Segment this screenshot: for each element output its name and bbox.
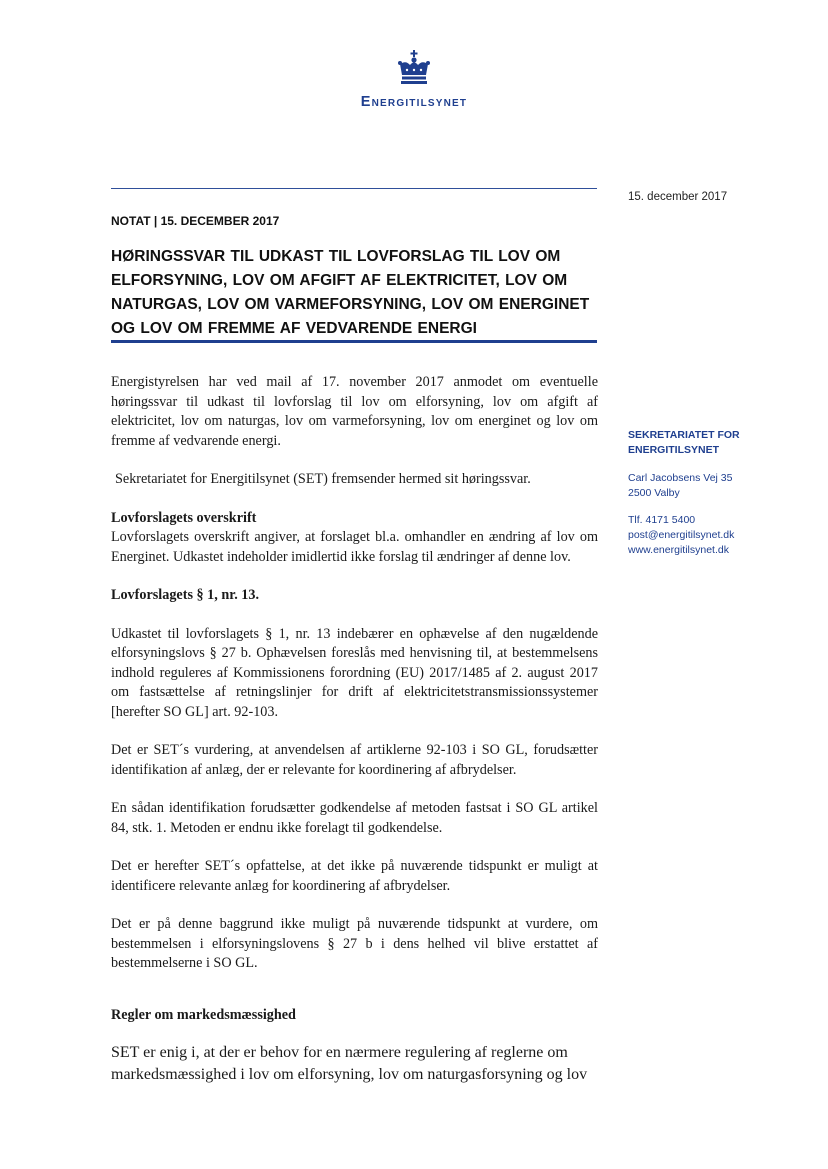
paragraph-overskrift: Lovforslagets overskrift angiver, at forslaget bl.a. omhandler en ændring af lov om Energinet. Udkastet indeholder imidlertid ikke forslag til ændringer af denne lov. (111, 529, 598, 565)
notat-label: NOTAT | 15. DECEMBER 2017 (111, 214, 280, 228)
document-title: HØRINGSSVAR TIL UDKAST TIL LOVFORSLAG TIL LOV OM ELFORSYNING, LOV OM AFGIFT AF ELEKTRICITET, LOV OM NATURGAS, LOV OM VARMEFORSYNING, LOV OM ENERGINET OG LOV OM FREMME AF VEDVARENDE ENERGI (111, 248, 590, 337)
logo (0, 50, 828, 110)
sender-contact (628, 513, 808, 558)
sender-org-line1: SEKRETARIATET FOR (628, 429, 740, 441)
brand-name: Energitilsynet (360, 94, 468, 110)
paragraph-baggrund: Det er på denne baggrund ikke muligt på nuværende tidspunkt at vurdere, om bestemmelsen i elforsyningslovens § 27 b i dens helhed vil blive erstattet af bestemmelserne i SO GL. (111, 916, 598, 971)
document-body (111, 373, 598, 1086)
crown-icon (397, 50, 431, 86)
paragraph-intro: Energistyrelsen har ved mail af 17. november 2017 anmodet om eventuelle høringssvar til udkast til lovforslag til lov om elforsyning, lov om afgift af elektricitet, lov om naturgas, lov om varmeforsyning, lov om energinet og lov om fremme af vedvarende energi. (111, 374, 598, 449)
sender-address (628, 471, 808, 501)
paragraph-identifikation: En sådan identifikation forudsætter godkendelse af metoden fastsat i SO GL artikel 84, stk. 1. Metoden er endnu ikke forelagt til godkendelse. (111, 800, 598, 836)
website-link[interactable]: www.energitilsynet.dk (628, 544, 729, 556)
document-date: 15. december 2017 (628, 191, 728, 203)
address-street: Carl Jacobsens Vej 35 (628, 472, 733, 484)
sender-info (628, 428, 808, 558)
header-rule (111, 188, 597, 189)
phone-number: Tlf. 4171 5400 (628, 514, 696, 526)
paragraph-response: Sekretariatet for Energitilsynet (SET) fremsender hermed sit høringssvar. (115, 471, 531, 487)
title-rule (111, 340, 597, 343)
paragraph-paragraf-1: Udkastet til lovforslagets § 1, nr. 13 indebærer en ophævelse af den nugældende elforsyningslovs § 27 b. Ophævelsen foreslås med henvisning til, at bestemmelsens indhold reguleres af Kommissionens forordning (EU) 2017/1485 af 2. august 2017 om fastsættelse af retningslinjer for drift af elektricitetstransmissionssystemer [herefter SO GL] art. 92-103. (111, 625, 598, 720)
heading-overskrift: Lovforslagets overskrift (111, 509, 257, 526)
sender-org-line2: ENERGITILSYNET (628, 444, 720, 456)
heading-markedsmaessighed: Regler om markedsmæssighed (111, 1006, 296, 1023)
sender-org (628, 428, 808, 458)
heading-paragraf-1: Lovforslagets § 1, nr. 13. (111, 587, 260, 603)
paragraph-vurdering: Det er SET´s vurdering, at anvendelsen af artiklerne 92-103 i SO GL, forudsætter identifikation af anlæg, der er relevante for koordinering af afbrydelser. (111, 742, 598, 778)
paragraph-opfattelse: Det er herefter SET´s opfattelse, at det ikke på nuværende tidspunkt er muligt at identificere relevante anlæg for koordinering af afbrydelser. (111, 858, 598, 894)
address-city: 2500 Valby (628, 487, 680, 499)
email-link[interactable]: post@energitilsynet.dk (628, 529, 735, 541)
paragraph-markedsmaessighed: SET er enig i, at der er behov for en nærmere regulering af reglerne om markedsmæssighed i lov om elforsyning, lov om naturgasforsyning og lov (111, 1044, 588, 1083)
